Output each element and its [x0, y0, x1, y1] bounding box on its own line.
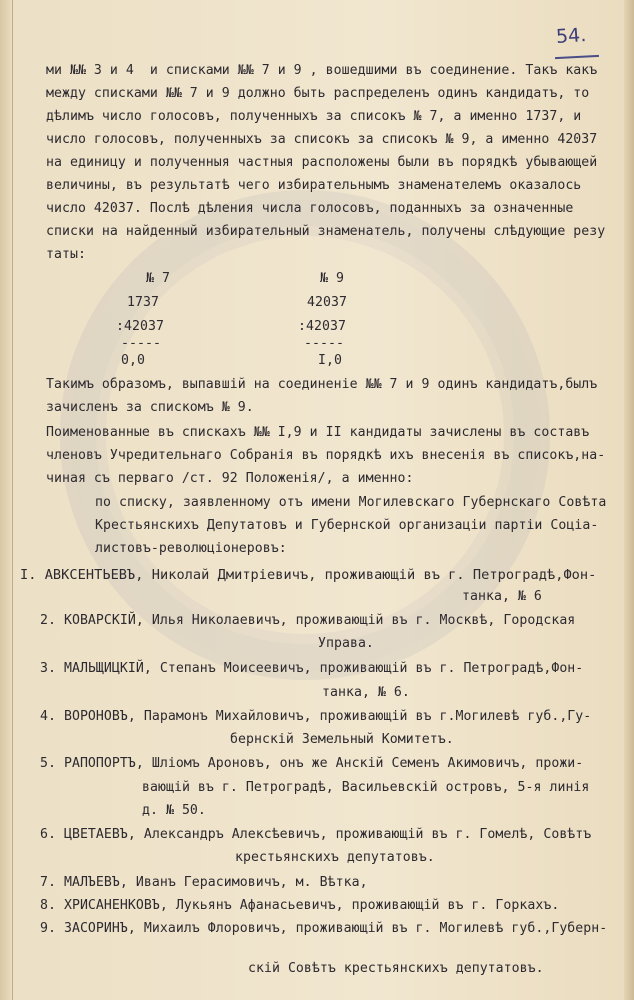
candidate-entry: 9. ЗАСОРИНЪ, Михаилъ Флоровичъ, проживающій въ г. Могилевѣ губ.,Губерн-: [40, 921, 608, 936]
text-line: число голосовъ, полученныхъ за списокъ за списокъ № 9, а именно 42037: [46, 132, 598, 147]
calc-result-7: 0,0: [121, 353, 145, 368]
candidate-entry-cont: танка, № 6: [462, 589, 542, 604]
calc-header-9: № 9: [320, 271, 344, 286]
candidate-entry: 3. МАЛЬЩИЦКІЙ, Степанъ Моисеевичъ, проживающій въ г. Петроградѣ,Фон-: [40, 661, 584, 676]
text-line: таты:: [46, 247, 86, 262]
calc-votes-9: 42037: [307, 295, 347, 310]
candidate-entry: 7. МАЛЪЕВЪ, Иванъ Герасимовичъ, м. Вѣтка,: [40, 875, 368, 890]
candidate-entry-cont: вающій въ г. Петроградѣ, Васильевскій островъ, 5-я линія: [142, 780, 590, 795]
text-line: членовъ Учредительнаго Собранія въ порядкѣ ихъ внесенія въ списокъ,на-: [46, 448, 606, 463]
text-line: Такимъ образомъ, выпавшій на соединенiе №№ 7 и 9 одинъ кандидатъ,былъ: [46, 377, 598, 392]
calc-rule-7: -----: [121, 336, 161, 351]
calc-divisor-7: :42037: [116, 319, 164, 334]
candidate-entry-cont: скій Совѣтъ крестьянскихъ депутатовъ.: [248, 961, 544, 976]
candidate-entry: 4. ВОРОНОВЪ, Парамонъ Михайловичъ, проживающій въ г.Могилевѣ губ.,Гу-: [40, 709, 592, 724]
candidate-entry-cont: бернскій Земельный Комитетъ.: [230, 732, 454, 747]
text-line: на единицу и полученныя частныя расположены были въ порядкѣ убывающей: [46, 155, 598, 170]
candidate-entry-cont: д. № 50.: [142, 803, 206, 818]
candidate-entry-cont: танка, № 6.: [322, 685, 410, 700]
calc-rule-9: -----: [304, 336, 344, 351]
candidate-entry: I. АВКСЕНТЬЕВЪ, Николай Дмитріевичъ, проживающій въ г. Петроградѣ,Фон-: [20, 567, 597, 583]
text-line: между списками №№ 7 и 9 должно быть распределенъ одинъ кандидатъ, то: [46, 86, 590, 101]
candidate-entry: 8. ХРИСАНЕНКОВЪ, Лукьянъ Афанасьевичъ, проживающій въ г. Горкахъ.: [40, 898, 560, 913]
text-line: число 42037. Послѣ дѣления числа голосовъ, поданныхъ за означенные: [46, 201, 574, 216]
text-line: листовъ-революціонеровъ:: [95, 541, 287, 556]
calc-result-9: I,0: [318, 353, 342, 368]
page-number: 54.: [555, 23, 587, 49]
candidate-entry-cont: крестьянскихъ депутатовъ.: [235, 850, 435, 865]
calc-divisor-9: :42037: [298, 319, 346, 334]
text-line: Крестьянскихъ Депутатовъ и Губернской организаціи партіи Соціа-: [95, 518, 599, 533]
candidate-entry-cont: Управа.: [318, 636, 374, 651]
page-edge: [624, 0, 634, 1000]
text-line: ми №№ 3 и 4 и списками №№ 7 и 9 , вошедшими въ соединение. Такъ какъ: [46, 63, 598, 78]
calc-votes-7: 1737: [127, 295, 159, 310]
text-line: чиная съ перваго /ст. 92 Положенія/, а именно:: [46, 471, 414, 486]
candidate-entry: 5. РАПОПОРТЪ, Шлiомъ Ароновъ, онъ же Анскій Семенъ Акимовичъ, прожи-: [40, 756, 584, 771]
text-line: по списку, заявленному отъ имени Могилевскаго Губернскаго Совѣта: [95, 495, 607, 510]
text-line: списки на найденный избирательный знаменатель, получены слѣдующие резу: [46, 224, 606, 239]
page-number-underline: [555, 55, 599, 59]
binding-fold: [12, 0, 13, 1000]
candidate-entry: 2. КОВАРСКІЙ, Илья Николаевичъ, проживающій въ г. Москвѣ, Городская: [40, 613, 576, 628]
text-line: Поименованные въ спискахъ №№ I,9 и II кандидаты зачислены въ составъ: [46, 425, 590, 440]
text-line: дѣлимъ число голосовъ, полученныхъ за списокъ № 7, а именно 1737, и: [46, 109, 582, 124]
text-line: зачисленъ за спискомъ № 9.: [46, 400, 254, 415]
text-line: величины, въ результатѣ чего избирательнымъ знаменателемъ оказалось: [46, 178, 582, 193]
candidate-entry: 6. ЦВЕТАЕВЪ, Александръ Алексѣевичъ, проживающій въ г. Гомелѣ, Совѣтъ: [40, 827, 592, 842]
calc-header-7: № 7: [146, 271, 170, 286]
